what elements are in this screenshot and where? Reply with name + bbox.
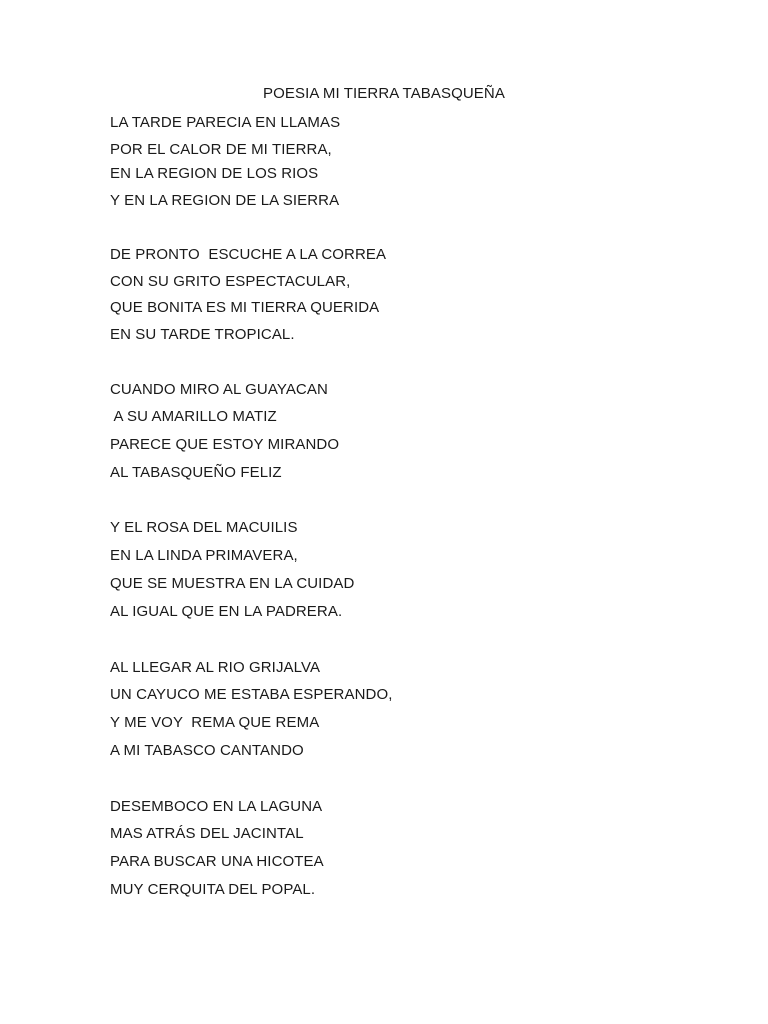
- poem-line: PARA BUSCAR UNA HICOTEA: [110, 853, 324, 870]
- poem-line: AL LLEGAR AL RIO GRIJALVA: [110, 659, 321, 676]
- poem-line: QUE SE MUESTRA EN LA CUIDAD: [110, 575, 355, 592]
- poem-line: Y EN LA REGION DE LA SIERRA: [110, 192, 340, 209]
- poem-line: QUE BONITA ES MI TIERRA QUERIDA: [110, 299, 380, 316]
- poem-line: DE PRONTO ESCUCHE A LA CORREA: [110, 246, 387, 263]
- poem-line: MAS ATRÁS DEL JACINTAL: [110, 825, 304, 842]
- poem-title: POESIA MI TIERRA TABASQUEÑA: [263, 85, 505, 102]
- poem-line: UN CAYUCO ME ESTABA ESPERANDO,: [110, 686, 393, 703]
- poem-line: DESEMBOCO EN LA LAGUNA: [110, 798, 323, 815]
- poem-line: Y ME VOY REMA QUE REMA: [110, 714, 320, 731]
- poem-line: A MI TABASCO CANTANDO: [110, 742, 304, 759]
- poem-line: CUANDO MIRO AL GUAYACAN: [110, 381, 328, 398]
- poem-line: PARECE QUE ESTOY MIRANDO: [110, 436, 340, 453]
- poem-line: AL IGUAL QUE EN LA PADRERA.: [110, 603, 343, 620]
- poem-line: LA TARDE PARECIA EN LLAMAS: [110, 114, 341, 131]
- poem-line: CON SU GRITO ESPECTACULAR,: [110, 273, 351, 290]
- poem-line: POR EL CALOR DE MI TIERRA,: [110, 141, 332, 158]
- poem-line: MUY CERQUITA DEL POPAL.: [110, 881, 316, 898]
- poem-line: EN LA REGION DE LOS RIOS: [110, 165, 319, 182]
- poem-line: Y EL ROSA DEL MACUILIS: [110, 519, 298, 536]
- poem-line: EN SU TARDE TROPICAL.: [110, 326, 295, 343]
- poem-line: A SU AMARILLO MATIZ: [110, 408, 277, 425]
- poem-line: AL TABASQUEÑO FELIZ: [110, 464, 282, 481]
- poem-line: EN LA LINDA PRIMAVERA,: [110, 547, 298, 564]
